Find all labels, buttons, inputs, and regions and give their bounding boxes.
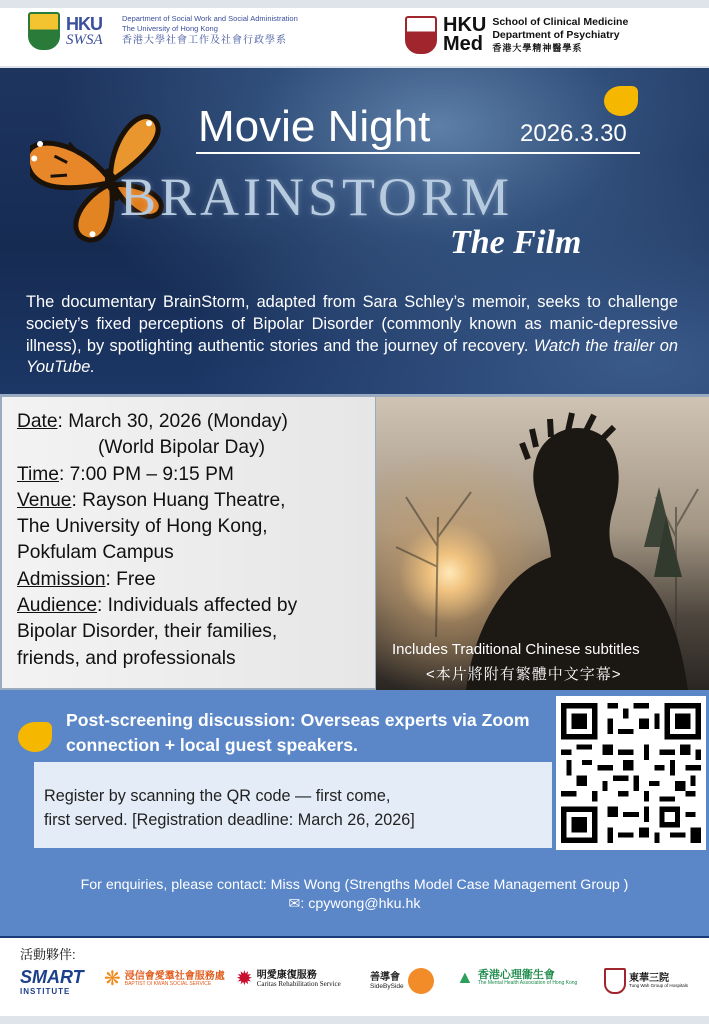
hku-crest-icon [28, 12, 60, 50]
venue-value: : Rayson Huang Theatre, [71, 489, 286, 511]
title-underline [196, 152, 640, 154]
film-description [26, 292, 678, 379]
partner-name: 浸信會愛羣社會服務處 [124, 970, 225, 982]
admission-label: Admission [17, 568, 106, 590]
venue-row [17, 488, 375, 514]
registration-qr-code[interactable] [556, 696, 706, 850]
discussion-title: Post-screening discussion: Overseas experts via Zoom connection + local guest speakers. [66, 710, 530, 755]
date-row [17, 409, 375, 435]
hku-med-logo[interactable] [405, 16, 628, 54]
yellow-blob-decoration [604, 86, 638, 116]
partner-sub: Caritas Rehabilitation Service [256, 979, 341, 988]
audience-row [17, 593, 375, 619]
med-department: Department of Psychiatry [492, 29, 620, 42]
partners-label: 活動夥伴: [20, 947, 76, 962]
partner-logo-sidebyside[interactable] [370, 968, 434, 994]
bottom-bar [0, 1016, 709, 1024]
admission-value: : Free [105, 568, 156, 590]
partner-name: 東華三院 [629, 973, 669, 985]
partner-sub: The Mental Health Association of Hong Kong [477, 980, 578, 987]
mhahk-icon: ▲ [456, 967, 474, 987]
header [0, 8, 709, 66]
audience-value: : Individuals affected by [97, 595, 298, 617]
film-still-photo [376, 397, 709, 690]
swsa-chinese-name: 香港大學社會工作及社會行政學系 [122, 35, 287, 47]
enquiry-contact: For enquiries, please contact: Miss Wong (Strengths Model Case Management Group ) [80, 877, 629, 893]
event-details [2, 397, 375, 688]
caritas-icon: ✹ [236, 968, 253, 990]
venue-line-3: Pokfulam Campus [17, 542, 174, 564]
event-title: Movie Night [198, 102, 431, 151]
time-label: Time [17, 463, 59, 485]
swsa-mark-bottom: SWSA [66, 31, 103, 48]
partner-logo-caritas[interactable] [236, 968, 341, 990]
partner-logo-mhahk[interactable] [456, 968, 577, 988]
audience-line-3: friends, and professionals [17, 647, 236, 669]
enquiry-email[interactable]: : cpywong@hku.hk [300, 896, 421, 913]
sidebyside-icon [408, 968, 434, 994]
partners-strip [0, 936, 709, 1016]
partner-sub: INSTITUTE [20, 986, 71, 996]
partner-name: 善導會 [370, 971, 400, 983]
med-mark-top: HKU [443, 14, 487, 36]
partner-name: 明愛康復服務 [256, 969, 317, 981]
med-mark-bottom: Med [443, 33, 483, 55]
hku-med-crest-icon [405, 16, 437, 54]
partner-name: 香港心理衞生會 [477, 969, 555, 982]
registration-box [34, 762, 552, 848]
date-label: Date [17, 411, 58, 432]
enquiry-email-row [0, 895, 709, 914]
discussion-section [0, 690, 709, 936]
venue-line-2: The University of Hong Kong, [17, 516, 268, 538]
swsa-university: The University of Hong Kong [122, 24, 218, 34]
swsa-department: Department of Social Work and Social Administration [122, 14, 298, 24]
film-title: BRAINSTORM [120, 167, 514, 227]
partner-logo-baptist[interactable] [104, 968, 225, 990]
event-date-stamp: 2026.3.30 [520, 120, 627, 147]
registration-line-1: Register by scanning the QR code — first come, [44, 787, 391, 805]
film-subtitle: The Film [450, 224, 582, 261]
partner-name: SMART [20, 967, 84, 987]
film-description-text: The documentary BrainStorm, adapted from Sara Schley’s memoir, seeks to challenge society’s fixed perceptions of Bipolar Disorder (commonly known as manic-depressive illness), by spotlighting authentic stories and the journey of recovery. [26, 293, 678, 355]
partner-logo-tungwah[interactable] [604, 968, 688, 994]
date-value: : March 30, 2026 (Monday) [57, 411, 288, 432]
envelope-icon: ✉ [288, 896, 301, 913]
partner-logo-smart[interactable] [20, 968, 84, 997]
subtitle-note: Includes Traditional Chinese subtitles [392, 641, 640, 658]
venue-label: Venue [17, 489, 72, 511]
partner-sub: BAPTIST OI KWAN SOCIAL SERVICE [124, 980, 212, 987]
subtitle-note-chinese: <本片將附有繁體中文字幕> [426, 666, 622, 683]
swsa-mark-top: HKU [66, 13, 102, 34]
audience-label: Audience [17, 595, 98, 617]
film-banner [0, 68, 709, 394]
partner-sub: SideBySide [370, 982, 404, 990]
admission-row [17, 567, 375, 593]
registration-text [44, 784, 544, 833]
med-school: School of Clinical Medicine [492, 16, 629, 29]
med-chinese-name: 香港大學精神醫學系 [492, 42, 583, 53]
qr-code-icon [556, 696, 706, 850]
time-row [17, 462, 375, 488]
audience-line-2: Bipolar Disorder, their families, [17, 621, 278, 643]
time-value: : 7:00 PM – 9:15 PM [58, 463, 234, 485]
baptist-icon: ❋ [104, 968, 121, 990]
partner-sub: Tung Wah Group of Hospitals [629, 983, 688, 989]
tungwah-crest-icon [604, 968, 626, 994]
enquiry-info [0, 876, 709, 914]
date-note: (World Bipolar Day) [98, 437, 266, 459]
registration-line-2: first served. [Registration deadline: March 26, 2026] [44, 811, 415, 830]
yellow-blob-bullet [18, 722, 52, 752]
trailer-link[interactable]: Watch the trailer on YouTube. [26, 336, 679, 377]
hku-swsa-logo[interactable] [28, 12, 298, 50]
